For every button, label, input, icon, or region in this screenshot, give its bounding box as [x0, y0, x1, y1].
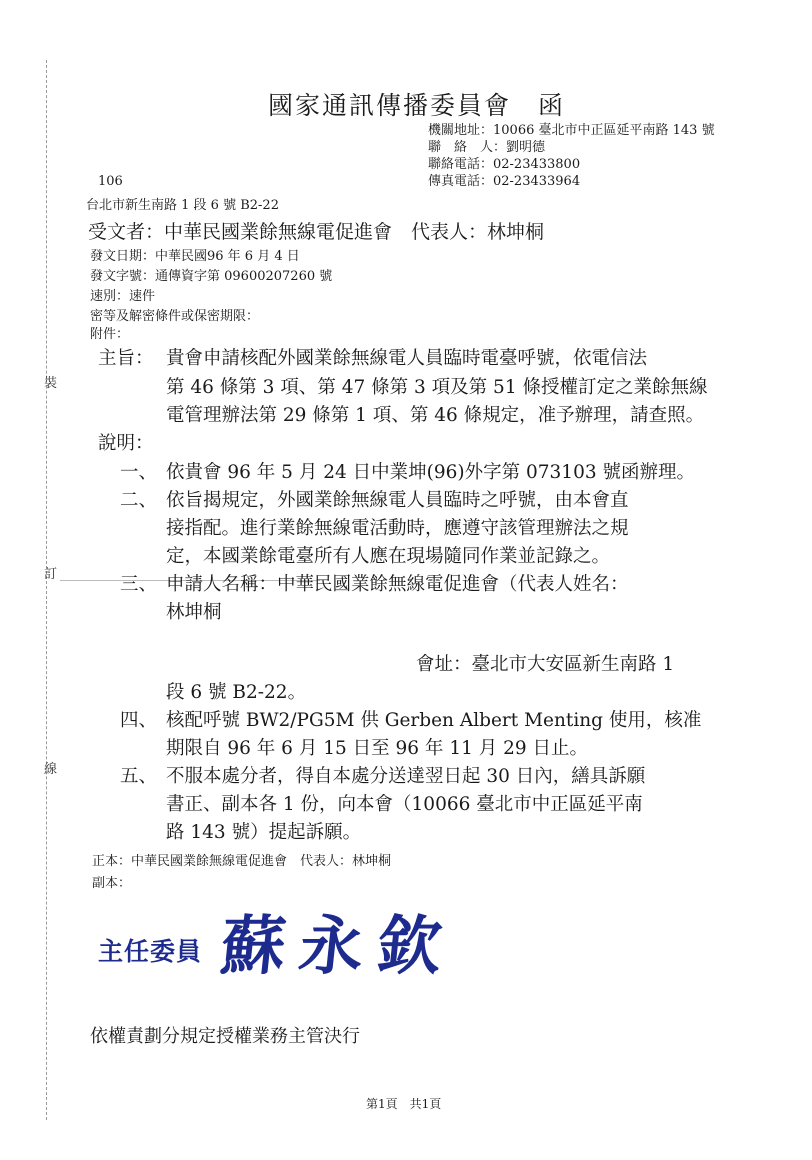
- item-line: 路 143 號）提起訴願。: [166, 822, 362, 843]
- item-line: 核配呼號 BW2/PG5M 供 Gerben Albert Menting 使用，核准: [166, 710, 702, 731]
- copy-recipient: 副本：: [92, 876, 132, 891]
- binding-line: [46, 60, 47, 1120]
- confidentiality: 密等及解密條件或保密期限：: [90, 309, 260, 324]
- page-number: 第1頁 共1頁: [366, 1097, 442, 1111]
- subject-line: 電管理辦法第 29 條第 1 項、第 46 條規定，准予辦理，請查照。: [166, 405, 705, 426]
- recipient-street: 台北市新生南路 1 段 6 號 B2-22: [86, 198, 279, 213]
- binding-mark-xian: 線: [44, 762, 58, 777]
- subject-line: 貴會申請核配外國業餘無線電人員臨時電臺呼號，依電信法: [166, 348, 648, 369]
- signature-title: 主任委員: [98, 937, 203, 966]
- explanation-label: 說明：: [98, 433, 154, 454]
- item-line: 申請人名稱：中華民國業餘無線電促進會（代表人姓名：: [166, 574, 629, 595]
- issue-date: 發文日期：中華民國96 年 6 月 4 日: [90, 249, 300, 264]
- item-line: 接指配。進行業餘無線電活動時，應遵守該管理辦法之規: [166, 518, 629, 539]
- item-number: 二、: [120, 490, 158, 511]
- item-number: 四、: [120, 710, 158, 731]
- binding-mark-ding: 訂: [44, 567, 58, 582]
- item-line: 依貴會 96 年 5 月 24 日中業坤(96)外字第 073103 號函辦理。: [166, 462, 695, 483]
- recipient-postal-code: 106: [98, 174, 123, 189]
- priority: 速別：速件: [90, 289, 156, 304]
- binding-mark-zhuang: 裝: [44, 376, 58, 391]
- sender-address: 機關地址：10066 臺北市中正區延平南路 143 號: [428, 123, 715, 138]
- item-line: 期限自 96 年 6 月 15 日至 96 年 11 月 29 日止。: [166, 738, 589, 759]
- document-title: 國家通訊傳播委員會 函: [268, 91, 566, 120]
- item-number: 五、: [120, 766, 158, 787]
- association-address-line: 段 6 號 B2-22。: [166, 682, 307, 703]
- association-address-line: 會址：臺北市大安區新生南路 1: [416, 654, 675, 675]
- sender-phone: 聯絡電話：02-23433800: [428, 157, 581, 172]
- delegation-note: 依權責劃分規定授權業務主管決行: [90, 1026, 360, 1047]
- item-line: 不服本處分者，得自本處分送達翌日起 30 日內，繕具訴願: [166, 766, 646, 787]
- addressee: 受文者：中華民國業餘無線電促進會 代表人：林坤桐: [88, 221, 545, 243]
- item-line: 依旨揭規定，外國業餘無線電人員臨時之呼號，由本會直: [166, 490, 629, 511]
- item-number: 三、: [120, 574, 158, 595]
- sender-fax: 傳真電話：02-23433964: [428, 174, 581, 189]
- sender-contact: 聯 絡 人：劉明德: [428, 140, 546, 155]
- attachments: 附件：: [90, 327, 130, 342]
- item-number: 一、: [120, 462, 158, 483]
- item-line: 書正、副本各 1 份，向本會（10066 臺北市中正區延平南: [166, 794, 643, 815]
- subject-label: 主旨：: [98, 348, 154, 369]
- subject-line: 第 46 條第 3 項、第 47 條第 3 項及第 51 條授權訂定之業餘無線: [166, 377, 708, 398]
- document-number: 發文字號：通傳資字第 09600207260 號: [90, 269, 333, 284]
- original-recipient: 正本：中華民國業餘無線電促進會 代表人：林坤桐: [92, 854, 392, 869]
- item-line: 定，本國業餘電臺所有人應在現場隨同作業並記錄之。: [166, 546, 611, 567]
- item-line: 林坤桐: [166, 602, 222, 623]
- signature-name: 蘇永欽: [217, 909, 460, 984]
